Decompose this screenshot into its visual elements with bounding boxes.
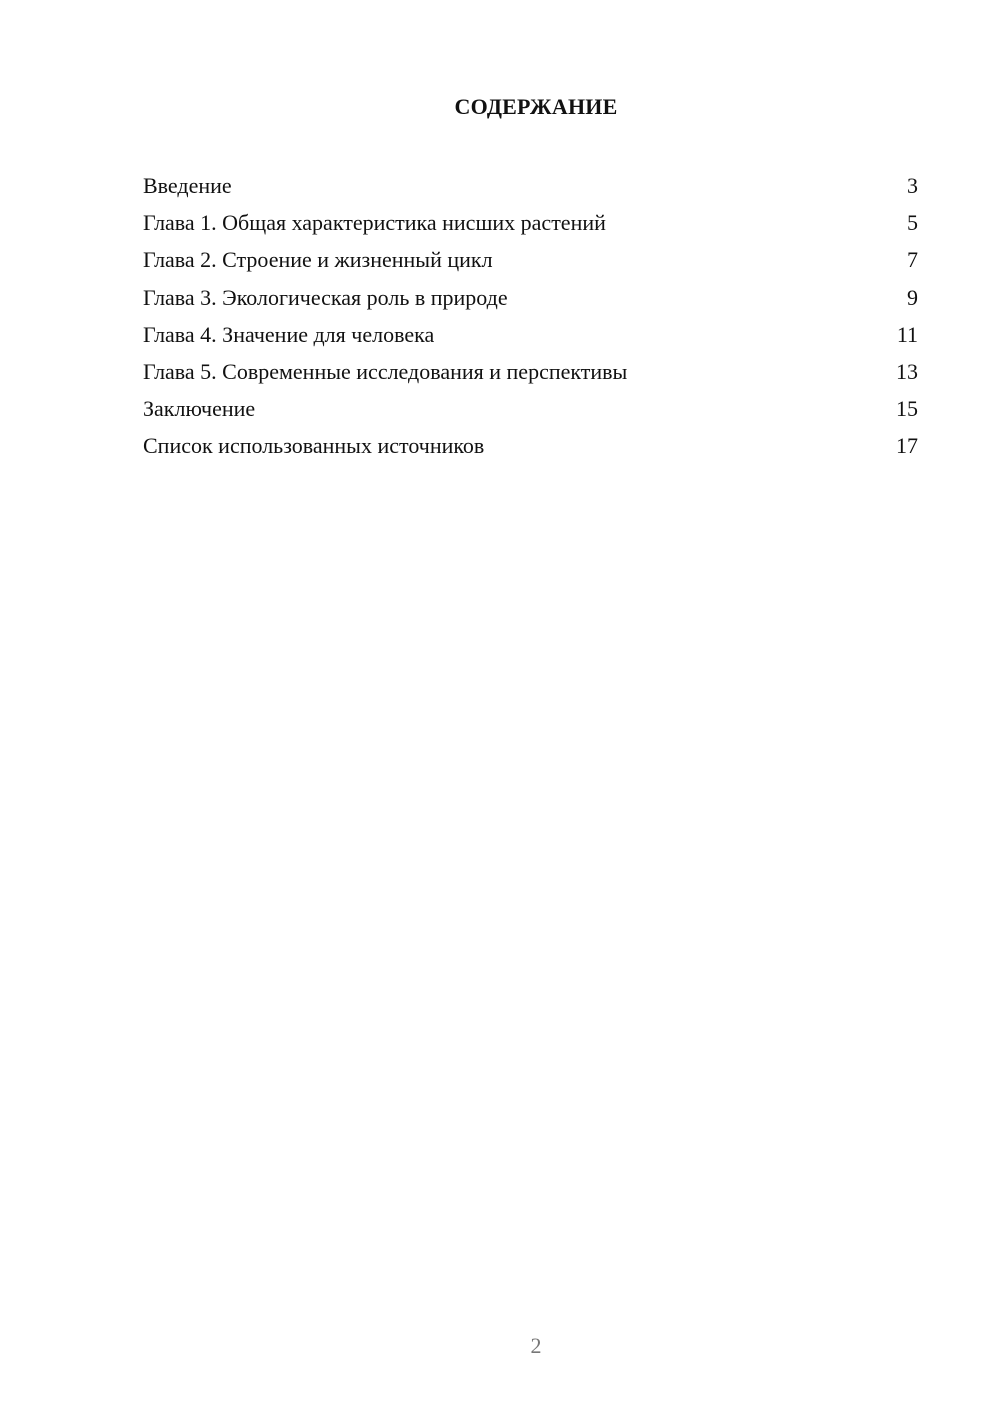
toc-entry [143, 316, 918, 353]
toc-entry [143, 167, 918, 204]
toc-entry-label: Список использованных источников [143, 433, 485, 459]
toc-entry-page: 9 [907, 284, 918, 310]
toc-entry-label: Глава 4. Значение для человека [143, 321, 435, 347]
toc-entry-page: 5 [907, 210, 918, 236]
toc-entry [143, 390, 918, 427]
toc-entry-label: Заключение [143, 396, 256, 422]
toc-entry-label: Глава 3. Экологическая роль в природе [143, 284, 508, 310]
toc-entry [143, 241, 918, 278]
toc-entry-label: Введение [143, 173, 232, 198]
toc-entry-page: 7 [907, 247, 918, 273]
toc-entry-page: 13 [896, 358, 918, 384]
toc-entry-label: Глава 1. Общая характеристика нисших растений [143, 210, 606, 236]
toc-entry [143, 204, 918, 241]
toc-entry-page: 17 [896, 433, 918, 459]
toc-entry-label: Глава 5. Современные исследования и перспективы [143, 358, 628, 384]
table-of-contents [143, 167, 918, 465]
toc-entry-page: 3 [907, 173, 918, 198]
toc-entry-page: 15 [896, 396, 918, 422]
toc-entry [143, 279, 918, 316]
toc-entry [143, 427, 918, 464]
toc-entry [143, 353, 918, 390]
page-title: СОДЕРЖАНИЕ [454, 94, 618, 119]
toc-entry-label: Глава 2. Строение и жизненный цикл [143, 247, 493, 273]
toc-entry-page: 11 [896, 321, 918, 347]
page-number: 2 [530, 1333, 542, 1358]
